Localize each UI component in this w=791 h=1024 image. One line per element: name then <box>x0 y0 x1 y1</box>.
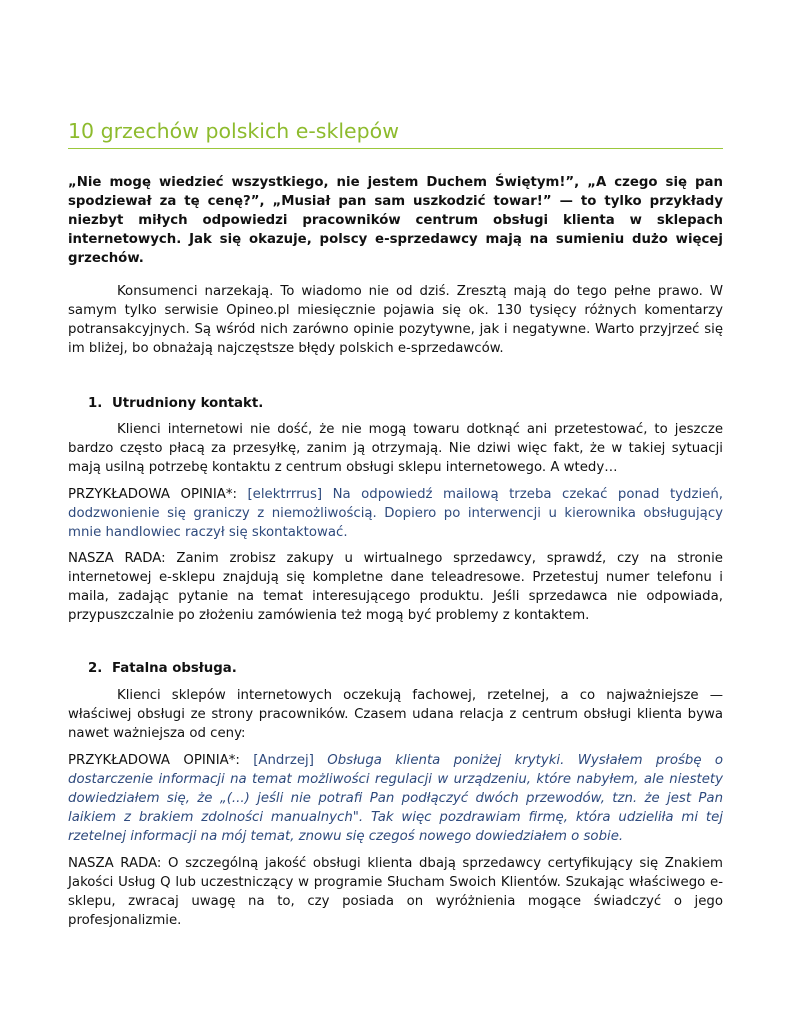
section-1-body: Klienci internetowi nie dość, że nie mogą towaru dotknąć ani przetestować, to jeszcze bardzo często płacą za przesyłkę, zanim ją otrzymają. Nie dziwi więc fakt, że w takiej sytuacji mają usilną potrzebę kontaktu z centrum obsługi sklepu internetowego. A wtedy… <box>68 422 723 475</box>
section-1-advice-label: NASZA RADA: <box>68 551 166 566</box>
section-2-number: 2. <box>88 661 103 676</box>
section-2-title: Fatalna obsługa. <box>112 661 237 676</box>
section-2-body: Klienci sklepów internetowych oczekują fachowej, rzetelnej, a co najważniejsze — właściwej obsługi ze strony pracowników. Czasem udana relacja z centrum obsługi klienta bywa nawet ważniejsza od ceny: <box>68 688 723 741</box>
section-1-number: 1. <box>88 396 103 411</box>
section-2-opinion <box>68 751 723 846</box>
section-2-heading <box>88 659 237 678</box>
section-2-opinion-author: [Andrzej] <box>253 753 314 768</box>
section-1-opinion-text: Na odpowiedź mailową trzeba czekać ponad tydzień, dodzwonienie się graniczy z niemożliwością. Dopiero po interwencji u kierownika obsługujący mnie handlowiec raczył się skontaktować. <box>68 487 723 540</box>
section-1-advice-text: Zanim zrobisz zakupy u wirtualnego sprzedawcy, sprawdź, czy na stronie internetowej e-sklepu znajdują się kompletne dane teleadresowe. Przetestuj numer telefonu i maila, zadając pytanie na temat interesującego produktu. Jeśli sprzedawca nie odpowiada, przypuszczalnie po złożeniu zamówienia też mogą być problemy z kontaktem. <box>68 551 723 623</box>
page-title: 10 grzechów polskich e-sklepów <box>68 118 723 149</box>
section-2-opinion-text: Obsługa klienta poniżej krytyki. Wysłałem prośbę o dostarczenie informacji na temat możliwości regulacji w urządzeniu, które nabyłem, ale niestety dowiedziałem się, że „(...) jeśli nie potrafi Pan podłączyć dwóch przewodów, tzn. że jest Pan laikiem z brakiem zdolności manualnych". Tak więc pozdrawiam firmę, która udzieliła mi tej rzetelnej informacji na mój temat, znowu się czegoś nowego dowiedziałem o sobie. <box>68 753 723 844</box>
section-1-opinion-author: [elektrrrus] <box>247 487 323 502</box>
section-2-advice <box>68 854 723 930</box>
section-2-opinion-label: PRZYKŁADOWA OPINIA*: <box>68 753 240 768</box>
intro-paragraph: Konsumenci narzekają. To wiadomo nie od dziś. Zresztą mają do tego pełne prawo. W samym tylko serwisie Opineo.pl miesięcznie pojawia się ok. 130 tysięcy różnych komentarzy potransakcyjnych. Są wśród nich zarówno opinie pozytywne, jak i negatywne. Warto przyjrzeć się im bliżej, bo obnażają najczęstsze błędy polskich e-sprzedawców. <box>68 284 723 356</box>
lead-paragraph: „Nie mogę wiedzieć wszystkiego, nie jestem Duchem Świętym!”, „A czego się pan spodziewał za tę cenę?”, „Musiał pan sam uszkodzić towar!” — to tylko przykłady niezbyt miłych odpowiedzi pracowników centrum obsługi klienta w sklepach internetowych. Jak się okazuje, polscy e-sprzedawcy mają na sumieniu dużo więcej grzechów. <box>68 175 723 266</box>
section-1-title: Utrudniony kontakt. <box>112 396 264 411</box>
section-1-opinion-label: PRZYKŁADOWA OPINIA*: <box>68 487 237 502</box>
section-1-opinion <box>68 485 723 542</box>
section-2-advice-text: O szczególną jakość obsługi klienta dbają sprzedawcy certyfikujący się Znakiem Jakości Usług Q lub uczestniczący w programie Słucham Swoich Klientów. Szukając właściwego e-sklepu, zwracaj uwagę na to, czy posiada on wyróżnienia mogące świadczyć o jego profesjonalizmie. <box>68 856 723 928</box>
section-1-advice <box>68 549 723 625</box>
section-1-heading <box>88 394 263 413</box>
section-2-advice-label: NASZA RADA: <box>68 856 162 871</box>
